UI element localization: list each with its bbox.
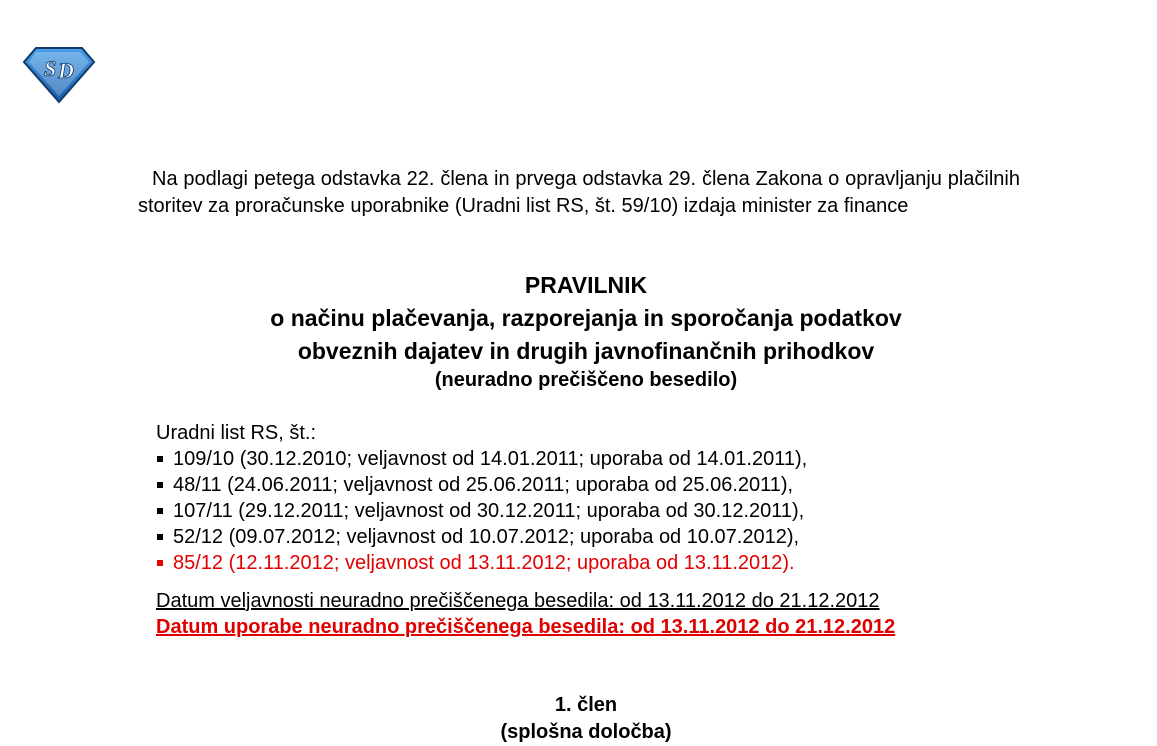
- article-heading: [0, 692, 1157, 746]
- article-number: 1. člen: [554, 694, 618, 716]
- document-title: PRAVILNIK: [524, 272, 648, 298]
- application-date: Datum uporabe neuradno prečiščenega besedila: od 13.11.2012 do 21.12.2012: [156, 616, 896, 638]
- svg-text:S: S: [44, 56, 57, 81]
- validity-dates: [156, 588, 895, 640]
- sd-shield-logo-icon: [22, 46, 96, 104]
- bullet-icon: [157, 560, 163, 566]
- article-title: (splošna določba): [500, 721, 672, 743]
- svg-text:D: D: [58, 58, 74, 83]
- gazette-item: 107/11 (29.12.2011; veljavnost od 30.12.2011; uporaba od 30.12.2011),: [156, 498, 807, 524]
- gazette-list: [156, 446, 807, 576]
- gazette-references: [156, 420, 807, 576]
- intro-paragraph: [138, 166, 1020, 220]
- document-subtitle-line-1: o načinu plačevanja, razporejanja in sporočanja podatkov: [270, 305, 902, 331]
- bullet-icon: [157, 456, 163, 462]
- gazette-item: 48/11 (24.06.2011; veljavnost od 25.06.2011; uporaba od 25.06.2011),: [156, 472, 807, 498]
- bullet-icon: [157, 482, 163, 488]
- intro-text: Na podlagi petega odstavka 22. člena in prvega odstavka 29. člena Zakona o opravljanju plačilnih storitev za proračunske uporabnike (Uradni list RS, št. 59/10) izdaja minister za finance: [138, 168, 1020, 217]
- document-subtitle-line-2: obveznih dajatev in drugih javnofinančnih prihodkov: [297, 338, 875, 364]
- gazette-item-latest: 85/12 (12.11.2012; veljavnost od 13.11.2012; uporaba od 13.11.2012).: [156, 550, 807, 576]
- bullet-icon: [157, 534, 163, 540]
- validity-date: Datum veljavnosti neuradno prečiščenega besedila: od 13.11.2012 do 21.12.2012: [156, 590, 880, 612]
- gazette-label: Uradni list RS, št.:: [156, 422, 317, 444]
- document-note: (neuradno prečiščeno besedilo): [434, 369, 738, 391]
- bullet-icon: [157, 508, 163, 514]
- gazette-item: 52/12 (09.07.2012; veljavnost od 10.07.2012; uporaba od 10.07.2012),: [156, 524, 807, 550]
- gazette-item: 109/10 (30.12.2010; veljavnost od 14.01.2011; uporaba od 14.01.2011),: [156, 446, 807, 472]
